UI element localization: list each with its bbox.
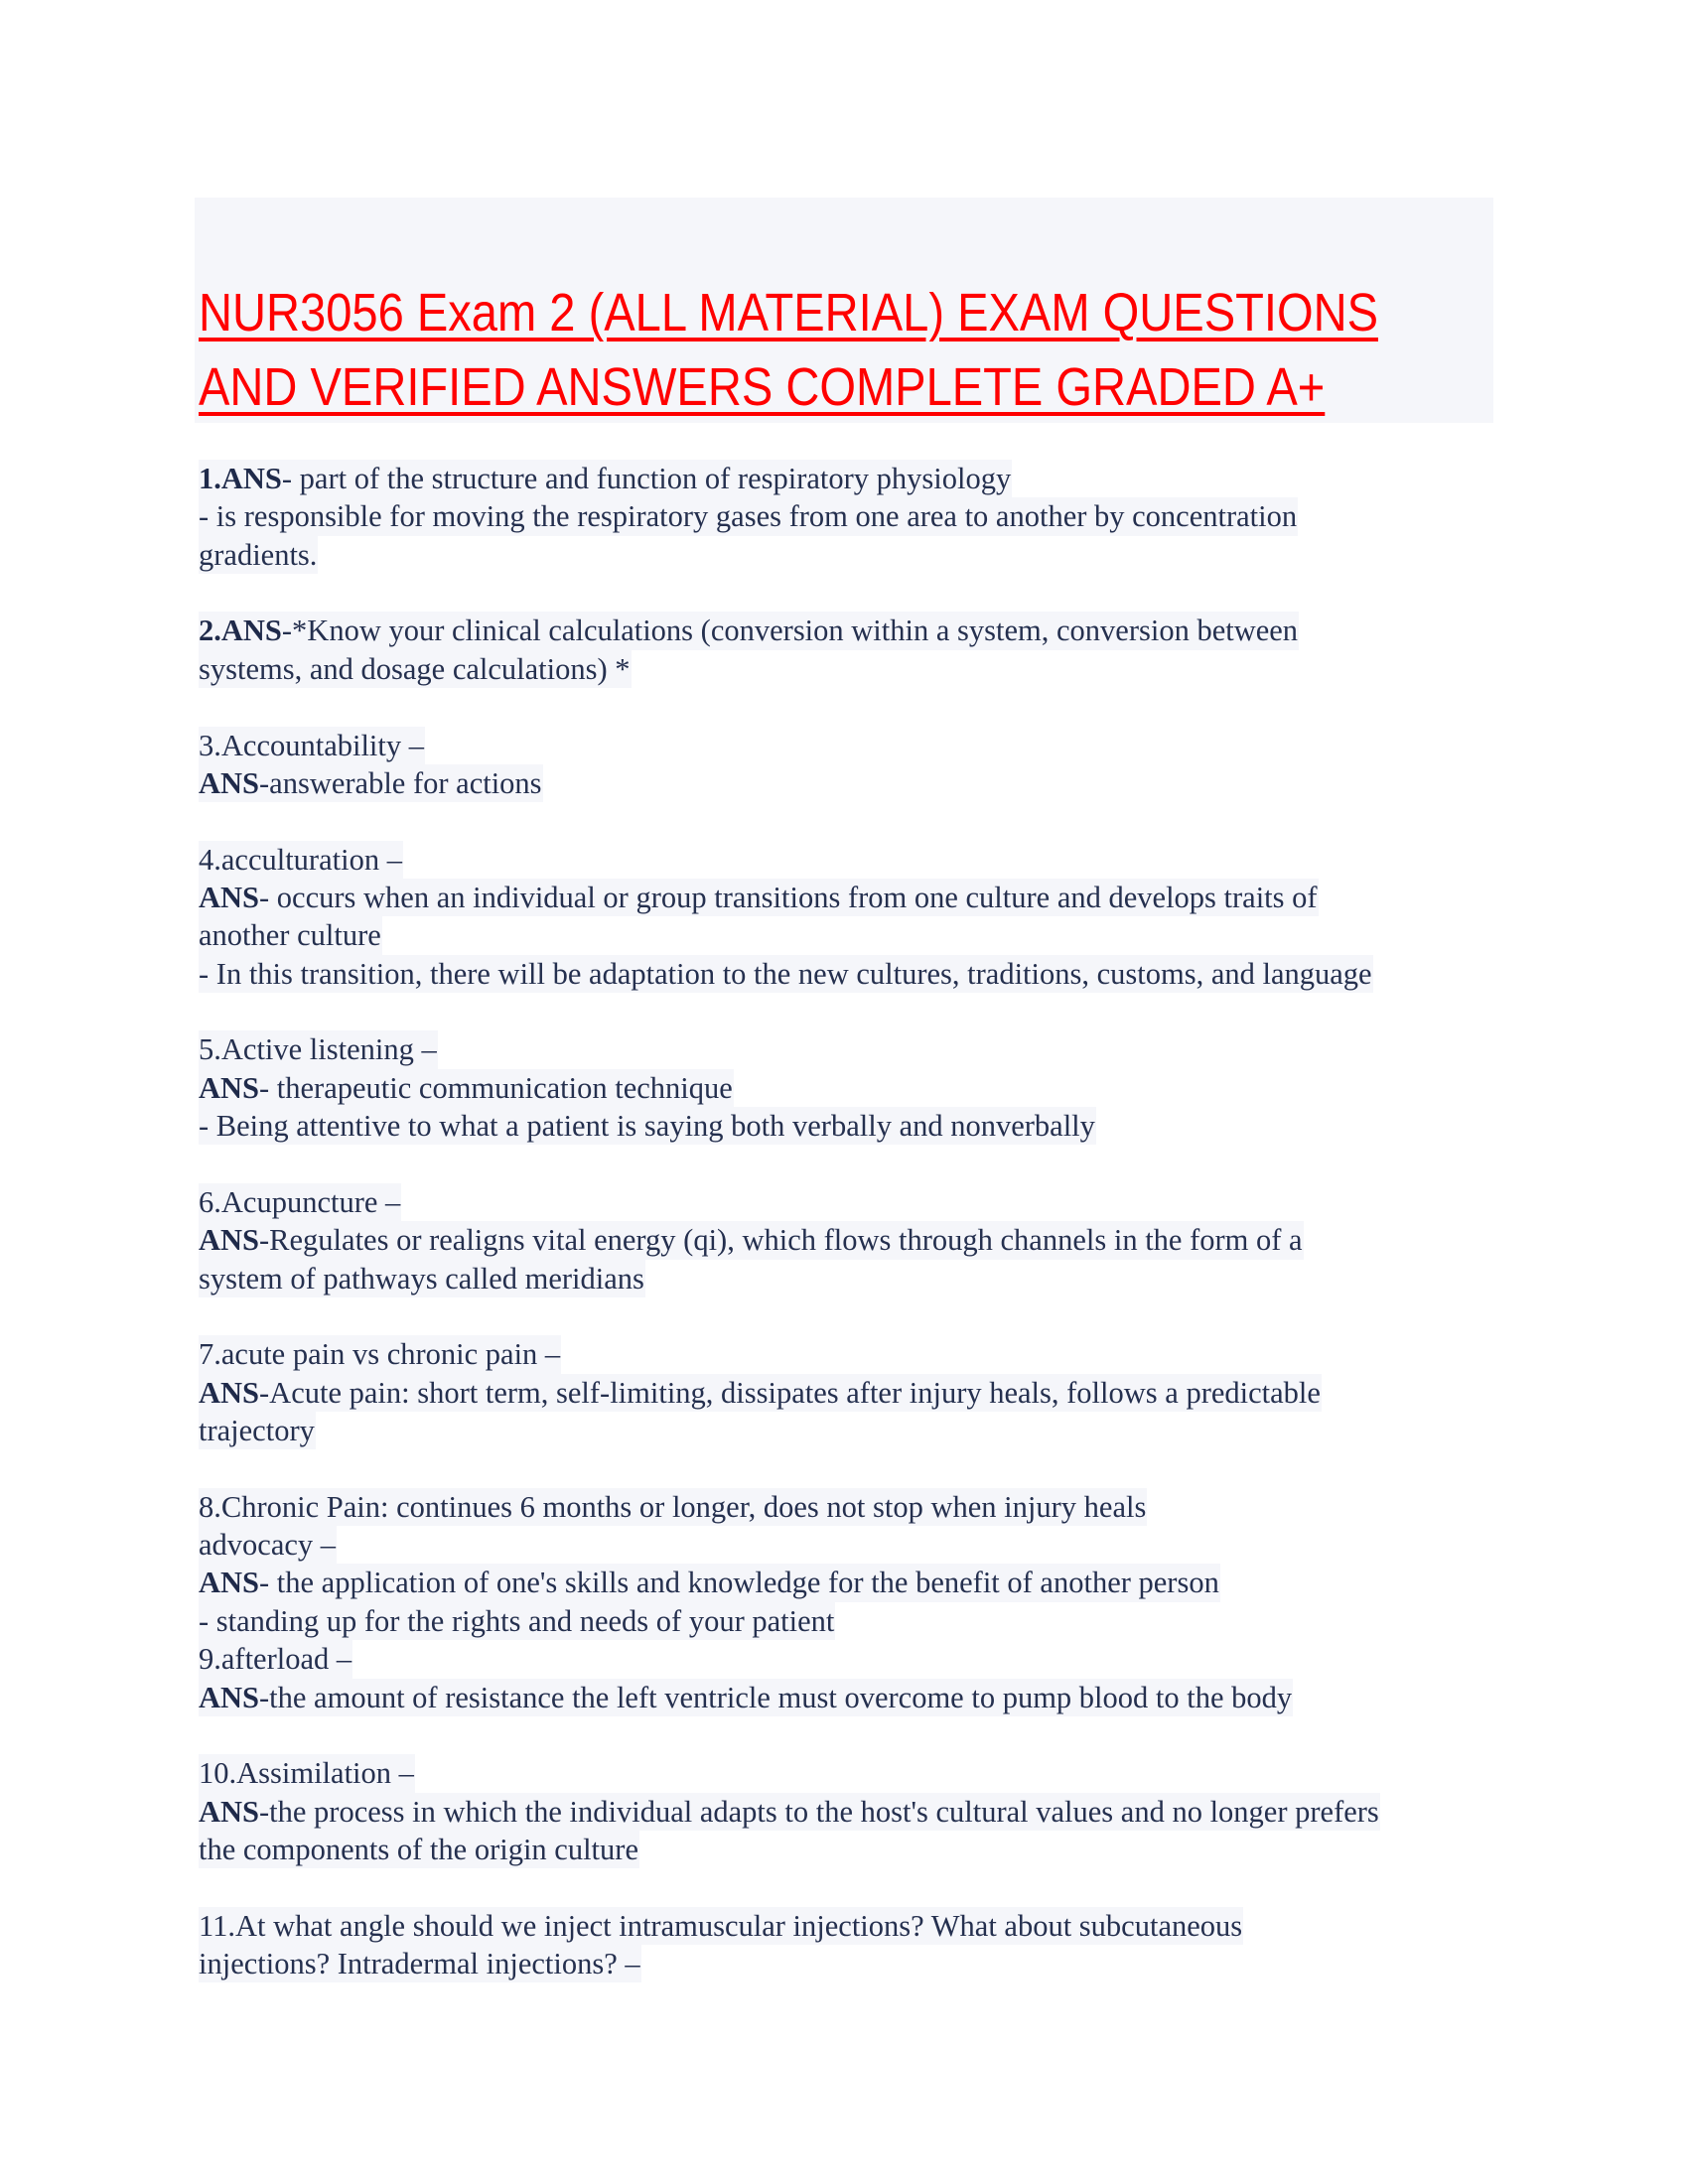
answer-label: ANS <box>199 1794 260 1829</box>
qa-line <box>199 1679 1509 1716</box>
highlighted-text <box>199 1107 1096 1145</box>
highlighted-text <box>199 650 632 688</box>
qa-line <box>199 1488 1509 1526</box>
line-text: -Acute pain: short term, self-limiting, dissipates after injury heals, follows a predictable <box>259 1375 1321 1410</box>
line-text: 5.Active listening – <box>199 1032 437 1067</box>
line-text: 4.acculturation – <box>199 842 402 877</box>
line-text: - the application of one's skills and knowledge for the benefit of another person <box>259 1566 1219 1600</box>
answer-label: ANS <box>199 1680 260 1714</box>
line-text: 11.At what angle should we inject intramuscular injections? What about subcutaneous <box>199 1908 1243 1943</box>
line-text: -*Know your clinical calculations (conversion within a system, conversion between <box>281 614 1299 648</box>
highlighted-text <box>199 1945 641 1982</box>
answer-label: ANS <box>199 1566 260 1600</box>
qa-line <box>199 841 1509 879</box>
line-text: 8.Chronic Pain: continues 6 months or longer, does not stop when injury heals <box>199 1489 1147 1524</box>
qa-line <box>199 1183 1509 1221</box>
highlighted-text <box>199 1679 1293 1716</box>
answer-label: 1.ANS <box>199 462 282 495</box>
qa-line <box>199 1335 1509 1373</box>
qa-item <box>199 460 1509 574</box>
highlighted-text <box>199 497 1298 535</box>
spacer <box>199 1145 1509 1182</box>
line-text: 7.acute pain vs chronic pain – <box>199 1337 561 1372</box>
qa-item <box>199 1183 1509 1297</box>
qa-line <box>199 1754 1509 1792</box>
line-text: 9.afterload – <box>199 1642 352 1677</box>
qa-line <box>199 497 1509 535</box>
highlighted-text <box>199 1526 337 1564</box>
highlighted-text <box>199 1183 401 1221</box>
qa-line <box>199 1831 1509 1868</box>
line-text: - Being attentive to what a patient is saying both verbally and nonverbally <box>199 1109 1095 1144</box>
qa-line <box>199 1564 1509 1601</box>
line-text: -answerable for actions <box>259 765 542 800</box>
highlighted-text <box>199 1564 1220 1601</box>
line-text: 3.Accountability – <box>199 728 425 762</box>
line-text: gradients. <box>199 537 318 572</box>
highlighted-text <box>199 536 318 574</box>
qa-list <box>199 460 1509 1982</box>
highlighted-text <box>199 879 1319 916</box>
highlighted-text <box>199 1412 316 1449</box>
qa-line <box>199 1107 1509 1145</box>
highlighted-text <box>199 1793 1380 1831</box>
spacer <box>199 802 1509 840</box>
qa-line <box>199 916 1509 954</box>
answer-label: ANS <box>199 1223 260 1258</box>
line-text: - therapeutic communication technique <box>259 1070 733 1105</box>
qa-line <box>199 1640 1509 1678</box>
qa-line <box>199 1260 1509 1297</box>
highlighted-text <box>199 1221 1304 1259</box>
title-line-1: NUR3056 Exam 2 (ALL MATERIAL) EXAM QUESTIONS <box>199 283 1378 342</box>
highlighted-text <box>199 1374 1322 1412</box>
line-text: -the process in which the individual adapts to the host's cultural values and no longer prefers <box>259 1794 1379 1829</box>
line-text: injections? Intradermal injections? – <box>199 1947 640 1981</box>
highlighted-text <box>199 1260 645 1297</box>
highlighted-text <box>199 841 403 879</box>
qa-line <box>199 1945 1509 1982</box>
qa-line <box>199 1526 1509 1564</box>
line-text: -Regulates or realigns vital energy (qi), which flows through channels in the form of a <box>259 1223 1303 1258</box>
title-block <box>195 198 1493 423</box>
spacer <box>199 1449 1509 1487</box>
qa-line <box>199 650 1509 688</box>
answer-label: ANS <box>199 765 260 800</box>
spacer <box>199 1868 1509 1906</box>
qa-line <box>199 727 1509 764</box>
title-line-2: AND VERIFIED ANSWERS COMPLETE GRADED A+ <box>199 357 1326 417</box>
qa-item <box>199 1335 1509 1449</box>
line-text: - occurs when an individual or group transitions from one culture and develops traits of <box>259 880 1318 914</box>
answer-label: 2.ANS <box>199 614 282 648</box>
qa-item <box>199 1488 1509 1716</box>
answer-label: ANS <box>199 880 260 914</box>
line-text: 6.Acupuncture – <box>199 1184 401 1219</box>
highlighted-text <box>199 1069 734 1107</box>
highlighted-text <box>199 1640 352 1678</box>
qa-line <box>199 612 1509 649</box>
spacer <box>199 1716 1509 1754</box>
spacer <box>199 1297 1509 1335</box>
highlighted-text <box>199 1754 415 1792</box>
qa-item <box>199 727 1509 803</box>
line-text: another culture <box>199 918 381 953</box>
highlighted-text <box>199 1030 438 1068</box>
spacer <box>199 574 1509 612</box>
line-text: 10.Assimilation – <box>199 1756 414 1791</box>
highlighted-text <box>199 460 1012 497</box>
qa-line <box>199 1793 1509 1831</box>
highlighted-text <box>199 1335 561 1373</box>
qa-item <box>199 1754 1509 1868</box>
qa-line <box>199 955 1509 993</box>
spacer <box>199 688 1509 726</box>
qa-line <box>199 1069 1509 1107</box>
line-text: system of pathways called meridians <box>199 1261 644 1296</box>
qa-line <box>199 460 1509 497</box>
qa-line <box>199 1374 1509 1412</box>
line-text: - standing up for the rights and needs of your patient <box>199 1603 835 1638</box>
highlighted-text <box>199 1488 1147 1526</box>
answer-label: ANS <box>199 1375 260 1410</box>
highlighted-text <box>199 1831 639 1868</box>
spacer <box>199 993 1509 1030</box>
qa-line <box>199 764 1509 802</box>
answer-label: ANS <box>199 1070 260 1105</box>
line-text: systems, and dosage calculations) * <box>199 651 631 686</box>
line-text: advocacy – <box>199 1528 337 1563</box>
qa-item <box>199 1907 1509 1983</box>
qa-item <box>199 612 1509 688</box>
highlighted-text <box>199 916 382 954</box>
highlighted-text <box>199 955 1373 993</box>
highlighted-text <box>199 1907 1243 1945</box>
line-text: the components of the origin culture <box>199 1832 638 1866</box>
highlighted-text <box>199 764 543 802</box>
qa-line <box>199 1907 1509 1945</box>
line-text: -the amount of resistance the left ventricle must overcome to pump blood to the body <box>259 1680 1293 1714</box>
qa-item <box>199 1030 1509 1145</box>
qa-line <box>199 1602 1509 1640</box>
highlighted-text <box>199 612 1299 649</box>
line-text: - is responsible for moving the respiratory gases from one area to another by concentration <box>199 499 1298 534</box>
line-text: trajectory <box>199 1413 315 1447</box>
qa-line <box>199 879 1509 916</box>
highlighted-text <box>199 1602 835 1640</box>
qa-item <box>199 841 1509 993</box>
qa-line <box>199 1412 1509 1449</box>
qa-line <box>199 536 1509 574</box>
qa-line <box>199 1030 1509 1068</box>
line-text: - part of the structure and function of respiratory physiology <box>281 462 1012 495</box>
qa-line <box>199 1221 1509 1259</box>
highlighted-text <box>199 727 425 764</box>
line-text: - In this transition, there will be adaptation to the new cultures, traditions, customs, and language <box>199 956 1372 991</box>
